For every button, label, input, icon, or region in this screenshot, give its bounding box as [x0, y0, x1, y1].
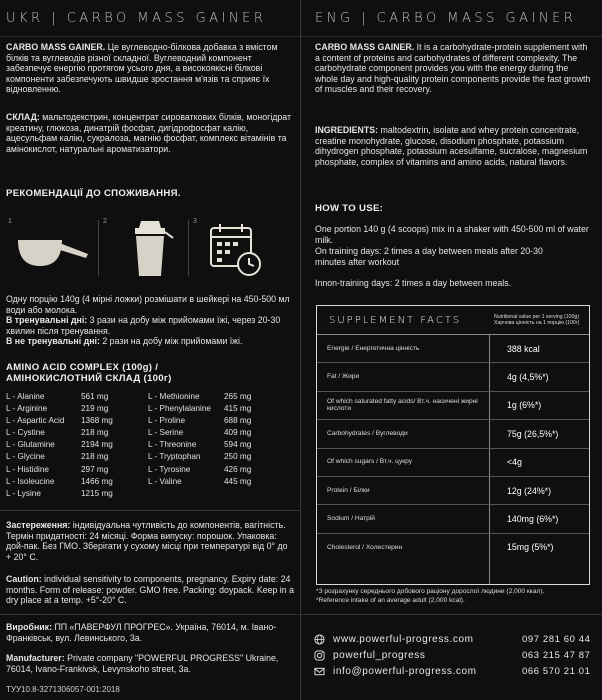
step-1 — [8, 218, 93, 278]
facts-row — [317, 420, 589, 448]
eng-howto-1: One portion 140 g (4 scoops) mix in a shaker with 450-500 ml of water milk. — [315, 224, 589, 245]
producer-en — [6, 653, 294, 674]
supplement-facts-table — [316, 305, 590, 585]
amino-name: L - Threonine — [148, 440, 197, 450]
phone-2[interactable]: 063 215 47 87 — [522, 650, 591, 661]
website-contact[interactable] — [314, 634, 474, 645]
producer-ua — [6, 622, 294, 643]
amino-row — [6, 403, 131, 415]
amino-title-line1: AMINO ACID COMPLEX (100g) / — [6, 362, 159, 373]
amino-title — [6, 362, 172, 384]
facts-subtitle-ua: Харчова цінність на 1 порцію (100г) — [494, 320, 580, 326]
amino-value: 250 mg — [224, 452, 252, 462]
phone-3[interactable]: 066 570 21 01 — [522, 666, 591, 677]
amino-value: 561 mg — [81, 392, 109, 401]
eng-intro-bold: CARBO MASS GAINER. — [315, 42, 415, 52]
amino-name: L - Arginine — [6, 404, 48, 414]
producer-ua-bold: Виробник: — [6, 622, 52, 632]
facts-subtitle-en: Nutritional value per 1 serving (100g) — [494, 313, 580, 320]
amino-name: L - Methionine — [148, 392, 200, 401]
amino-row — [148, 427, 274, 439]
calendar-clock-icon — [207, 220, 267, 280]
eng-howto-title: HOW TO USE: — [315, 203, 384, 214]
amino-row — [148, 439, 274, 451]
globe-icon — [314, 634, 325, 645]
ukr-usage-2-text: 3 рази на добу між прийомами їжі, через 20-30 хвилин після тренування. — [6, 315, 281, 336]
instagram-contact[interactable] — [314, 650, 425, 661]
step-separator — [188, 220, 189, 276]
ukr-usage-2 — [6, 315, 294, 336]
ukr-usage-1: Одну порцію 140g (4 мірні ложки) розмішати в шейкері на 450-500 мл води або молока. — [6, 294, 290, 315]
amino-value: 1466 mg — [81, 476, 113, 486]
ukr-usage-3-bold: В не тренувальні дні: — [6, 336, 100, 346]
ukr-intro-bold: CARBO MASS GAINER. — [6, 42, 106, 52]
step-2 — [103, 218, 188, 278]
amino-row — [148, 403, 274, 415]
amino-row — [6, 488, 131, 500]
facts-value: 1g (6%*) — [507, 400, 542, 411]
producer-en-bold: Manufacturer: — [6, 653, 65, 663]
amino-value: 415 mg — [224, 404, 252, 414]
ukr-column — [0, 0, 300, 694]
website-text: www.powerful-progress.com — [333, 634, 474, 645]
email-text: info@powerful-progress.com — [333, 666, 477, 677]
ukr-composition-bold: СКЛАД: — [6, 112, 40, 122]
amino-value: 445 mg — [224, 476, 252, 486]
facts-row — [317, 335, 589, 363]
eng-ingredients — [315, 125, 593, 167]
amino-value: 409 mg — [224, 428, 252, 438]
phone-1[interactable]: 097 281 60 44 — [522, 634, 591, 645]
amino-value: 1368 mg — [81, 416, 113, 426]
amino-row — [148, 391, 274, 403]
facts-row — [317, 392, 589, 420]
facts-value: 15mg (5%*) — [507, 542, 554, 553]
facts-title: SUPPLEMENT FACTS — [329, 314, 462, 326]
facts-nutrient: Protein / Білки — [327, 486, 370, 494]
amino-name: L - Glycine — [6, 452, 45, 462]
eng-header: ENG | CARBO MASS GAINER — [301, 0, 602, 37]
amino-name: L - Histidine — [6, 464, 49, 474]
facts-nutrient: Cholesterol / Холестерин — [327, 543, 403, 551]
amino-value: 2194 mg — [81, 440, 113, 450]
ukr-usage-2-bold: В тренувальні дні: — [6, 315, 88, 325]
amino-row — [6, 427, 131, 439]
eng-intro-text: It is a carbohydrate-protein supplement with a content of proteins and carbohydrates of different complexity. The carbohydrate component provides you with the energy during the whole day and high-quality protein components provide the fast growth of muscles and their recovery. — [315, 42, 591, 95]
section-divider — [0, 614, 300, 615]
eng-howto-3: Innon-training days: 2 times a day between meals. — [315, 278, 512, 288]
facts-row — [317, 363, 589, 391]
eng-caution-text: individual sensitivity to components, pregnancy. Expiry date: 24 months. Form of release: powder. GMO free. Packing: doypack. Keep in a dry place at a temp. +5°-20° C. — [6, 574, 294, 606]
amino-table-right — [148, 391, 274, 488]
ukr-warning — [6, 520, 294, 562]
shaker-icon — [121, 218, 181, 278]
ukr-usage-3 — [6, 336, 294, 347]
amino-row — [148, 451, 274, 463]
eng-howto-2: On training days: 2 times a day between meals after 20-30 minutes after workout — [315, 246, 543, 267]
facts-value: 12g (24%*) — [507, 485, 552, 496]
amino-row — [6, 451, 131, 463]
producer-ua-text: ПП «ПАВЕРФУЛ ПРОГРЕС». Україна, 76014, м. Івано-Франківськ, вул. Левинського, 3а. — [6, 622, 277, 643]
eng-caution — [6, 574, 294, 606]
email-contact[interactable] — [314, 666, 477, 677]
amino-row — [148, 415, 274, 427]
amino-row — [148, 476, 274, 488]
facts-value: 140mg (6%*) — [507, 514, 559, 525]
ukr-header: UKR | CARBO MASS GAINER — [0, 0, 300, 37]
amino-name: L - Cystine — [6, 428, 45, 438]
facts-value: 388 kcal — [507, 343, 540, 354]
amino-value: 218 mg — [81, 452, 109, 462]
amino-row — [6, 391, 131, 403]
tu-code: ТУУ10.8-3271306057-001:2018 — [6, 685, 120, 694]
facts-footnote-en: *Reference intake of an average adult (2,000 kcal). — [316, 596, 465, 604]
step-number: 2 — [103, 218, 107, 225]
amino-value: 1215 mg — [81, 488, 113, 498]
amino-name: L - Glutamine — [6, 440, 55, 450]
facts-value: <4g — [507, 457, 522, 468]
amino-value: 218 mg — [81, 428, 109, 438]
facts-nutrient: Of which saturated fatty acids/ Вт.ч. насичені жирні кислоти — [327, 397, 478, 413]
eng-ingredients-text: maltodextrin, isolate and whey protein concentrate, creatine monohydrate, glucose, disodium phosphate, potassium dihydrogen phosphate, potassium acesulfame, sucralose, magnesium phosphate, complex of vitamins and amino acids, natural flavors. — [315, 125, 588, 167]
section-divider — [0, 510, 300, 511]
amino-value: 688 mg — [224, 416, 252, 426]
producer-en-text: Private company "POWERFUL PROGRESS" Ukraine, 76014, Ivano-Frankivsk, Levynskoho street, 3a. — [6, 653, 279, 674]
eng-intro — [315, 42, 593, 95]
ukr-composition — [6, 112, 294, 154]
facts-footnote-ua: *З розрахунку середнього добового раціону дорослої людини (2,000 ккал). — [316, 588, 545, 595]
amino-row — [6, 464, 131, 476]
ukr-recommend-title: РЕКОМЕНДАЦІЇ ДО СПОЖИВАННЯ. — [6, 188, 181, 199]
step-number: 1 — [8, 218, 12, 225]
amino-name: L - Serine — [148, 428, 184, 438]
facts-row — [317, 505, 589, 533]
facts-nutrient: Of which sugars / Вт.ч. цукру — [327, 458, 413, 466]
column-divider — [300, 0, 301, 700]
amino-name: L - Tyrosine — [148, 464, 191, 474]
ukr-usage-3-text: 2 рази на добу між прийомами їжі. — [99, 336, 243, 346]
amino-row — [6, 439, 131, 451]
ukr-warning-bold: Застереження: — [6, 520, 71, 530]
step-separator — [98, 220, 99, 276]
amino-table-left — [6, 391, 131, 500]
step-number: 3 — [193, 218, 197, 225]
amino-row — [148, 464, 274, 476]
facts-value: 4g (4,5%*) — [507, 372, 549, 383]
amino-row — [6, 476, 131, 488]
amino-name: L - Isoleucine — [6, 476, 55, 486]
facts-subtitle — [494, 314, 579, 327]
facts-value: 75g (26,5%*) — [507, 428, 559, 439]
eng-ingredients-bold: INGREDIENTS: — [315, 125, 379, 135]
ukr-warning-text: індивідуальна чутливість до компонентів, вагітність. Термін придатності: 24 місяці. Форма випуску: порошок. Упаковка: дой-пак. Без ГМО. Зберігати у сухому місці при температурі від 0° до + 20° С. — [6, 520, 288, 562]
amino-value: 297 mg — [81, 464, 109, 474]
facts-nutrient: Fat / Жири — [327, 373, 360, 381]
usage-steps-icons — [8, 218, 288, 278]
facts-nutrient: Energie / Енергетична цінність — [327, 344, 420, 352]
amino-value: 265 mg — [224, 392, 252, 401]
eng-column — [301, 0, 602, 288]
amino-title-line2: АМІНОКИСЛОТНИЙ СКЛАД (100г) — [6, 373, 172, 384]
amino-name: L - Phenylalanine — [148, 404, 211, 414]
amino-name: L - Valine — [148, 476, 182, 486]
scoop-icon — [12, 226, 92, 276]
instagram-icon — [314, 650, 325, 661]
amino-name: L - Aspartic Acid — [6, 416, 65, 426]
instagram-text: powerful_progress — [333, 650, 426, 661]
amino-value: 594 mg — [224, 440, 252, 450]
facts-nutrient: Carbohydrates / Вуглеводи — [327, 429, 408, 437]
facts-row — [317, 534, 589, 561]
facts-row — [317, 449, 589, 477]
facts-header — [317, 306, 589, 335]
amino-name: L - Lysine — [6, 488, 41, 498]
amino-value: 426 mg — [224, 464, 252, 474]
eng-caution-bold: Caution: — [6, 574, 42, 584]
ukr-composition-text: мальтодекстрин, концентрат сироваткових білків, моногідрат креатину, глюкоза, динатрій фосфат, дигідрофосфат калію, ацесульфам калію, сукралоза, магнію фосфат, комплекс вітамінів та амінокислот, натуральні ароматизатори. — [6, 112, 292, 154]
amino-value: 219 mg — [81, 404, 109, 414]
facts-row — [317, 477, 589, 505]
amino-name: L - Proline — [148, 416, 186, 426]
amino-name: L - Tryptophan — [148, 452, 201, 462]
facts-nutrient: Sodium / Натрій — [327, 515, 375, 523]
email-icon — [314, 666, 325, 677]
amino-name: L - Alanine — [6, 392, 45, 401]
facts-footnotes — [316, 588, 596, 605]
section-divider — [301, 614, 602, 615]
ukr-intro-text: Це вуглеводно-білкова добавка з вмістом білків та вуглеводів різної складної. Вуглеводний компонент забезпечує енергію протягом усього дня, а високоякісні білкові компоненти забезпечують швидше зростання м'язів та сприяє їх відновленню. — [6, 42, 278, 95]
ukr-intro — [6, 42, 294, 95]
amino-row — [6, 415, 131, 427]
step-3 — [193, 218, 278, 278]
